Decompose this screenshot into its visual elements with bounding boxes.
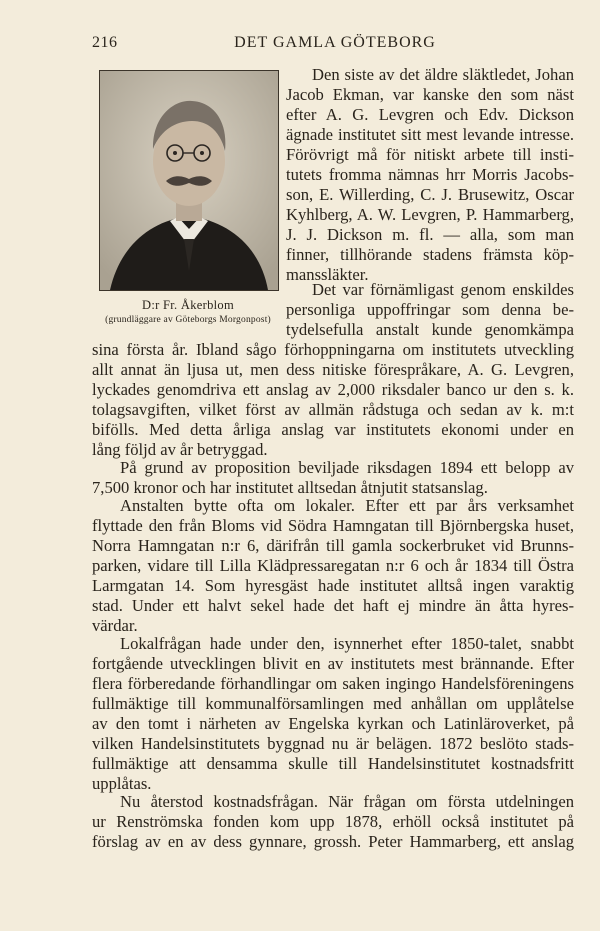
text-line: vilken Handelsinstitutets byggnad nu är belägen. 1872 beslöto stads-: [92, 734, 574, 753]
text-line: upplåtas.: [92, 774, 152, 793]
text-line: manssläkter.: [286, 265, 369, 284]
text-line: värdar.: [92, 616, 138, 635]
text-line: allt annat än ljusa ut, men dess nitiske förespråkare, A. G. Levgren,: [92, 360, 574, 379]
text-line: Den siste av det äldre släktledet, Johan: [312, 65, 574, 84]
text-line: stad. Under ett halvt sekel hade det haft ej mindre än åtta hyres-: [92, 596, 574, 615]
text-line: Nu återstod kostnadsfrågan. När frågan om första utdelningen: [120, 792, 574, 811]
text-line: parken, vidare till Lilla Klädpressaregatan n:r 6 och år 1834 till Östra: [92, 556, 574, 575]
text-line: lyckades genomdriva ett anslag av 2,000 riksdaler banco ur den s. k.: [92, 380, 574, 399]
text-line: tydelsefulla anstalt kunde genomkämpa: [286, 320, 574, 339]
text-line: J. J. Dickson m. fl. — alla, som man: [286, 225, 574, 244]
text-line: Lokalfrågan hade under den, isynnerhet efter 1850-talet, snabbt: [120, 634, 574, 653]
text-line: finner, tillhörande stadens främsta köp-: [286, 245, 574, 264]
text-line: sina första år. Ibland sågo förhoppningarna om institutets utveckling: [92, 340, 574, 359]
text-line: bifölls. Med detta årliga anslag var institutets ekonomi under en: [92, 420, 574, 439]
text-line: flera förberedande förhandlingar om saken ingingo Handelsföreningens: [92, 674, 574, 693]
text-line: fullmäktige att densamma skulle till Handelsinstitutet kostnadsfritt: [92, 754, 574, 773]
text-line: tolagsavgiften, vilket först av allmän rådstuga och sedan av k. m:t: [92, 400, 574, 419]
figure-caption-name: D:r Fr. Åkerblom: [142, 298, 234, 312]
portrait-photo: [99, 70, 279, 291]
text-line: fullmäktige till kommunalförsamlingen med anhållan om upplåtelse: [92, 694, 574, 713]
text-line: 7,500 kronor och har institutet alltsedan åtnjutit statsanslag.: [92, 478, 488, 497]
text-line: son, E. Willerding, C. J. Brusewitz, Oscar: [286, 185, 574, 204]
text-line: Kyhlberg, A. W. Levgren, P. Hammarberg,: [286, 205, 574, 224]
text-line: lång följd av år betryggad.: [92, 440, 268, 459]
figure-caption-role: (grundläggare av Göteborgs Morgonpost): [105, 315, 271, 325]
text-line: flyttade den från Bloms vid Södra Hamngatan till Björnbergska huset,: [92, 516, 574, 535]
text-line: fortgående utvecklingen blivit en av institutets mest brännande. Efter: [92, 654, 574, 673]
text-line: av den tomt i närheten av Engelska kyrkan och Latinläroverket, på: [92, 714, 574, 733]
page-number: 216: [92, 34, 118, 51]
text-line: personliga uppoffringar som denna be-: [286, 300, 574, 319]
text-line: På grund av proposition beviljade riksdagen 1894 ett belopp av: [120, 458, 574, 477]
text-line: Förövrigt må för nitiskt arbete till insti-: [286, 145, 574, 164]
text-line: förslag av en av dess gynnare, grossh. Peter Hammarberg, ett anslag: [92, 832, 574, 851]
portrait-photo-art: [100, 71, 278, 290]
running-title: DET GAMLA GÖTEBORG: [234, 34, 436, 51]
text-line: Anstalten bytte ofta om lokaler. Efter ett par års verksamhet: [120, 496, 574, 515]
text-line: ägnade institutet sitt mest levande intresse.: [286, 125, 574, 144]
text-line: Larmgatan 14. Som hyresgäst hade institutet alltså ingen varaktig: [92, 576, 574, 595]
text-line: efter A. G. Levgren och Edv. Dickson: [286, 105, 574, 124]
text-line: Norra Hamngatan n:r 6, därifrån till gamla sockerbruket vid Brunns-: [92, 536, 574, 555]
text-line: Det var förnämligast genom enskildes: [312, 280, 574, 299]
text-line: ur Renströmska fonden kom upp 1878, erhöll också institutet på: [92, 812, 574, 831]
text-line: tutets fromma nämnas hrr Morris Jacobs-: [286, 165, 574, 184]
text-line: Jacob Ekman, var kanske den som näst: [286, 85, 574, 104]
